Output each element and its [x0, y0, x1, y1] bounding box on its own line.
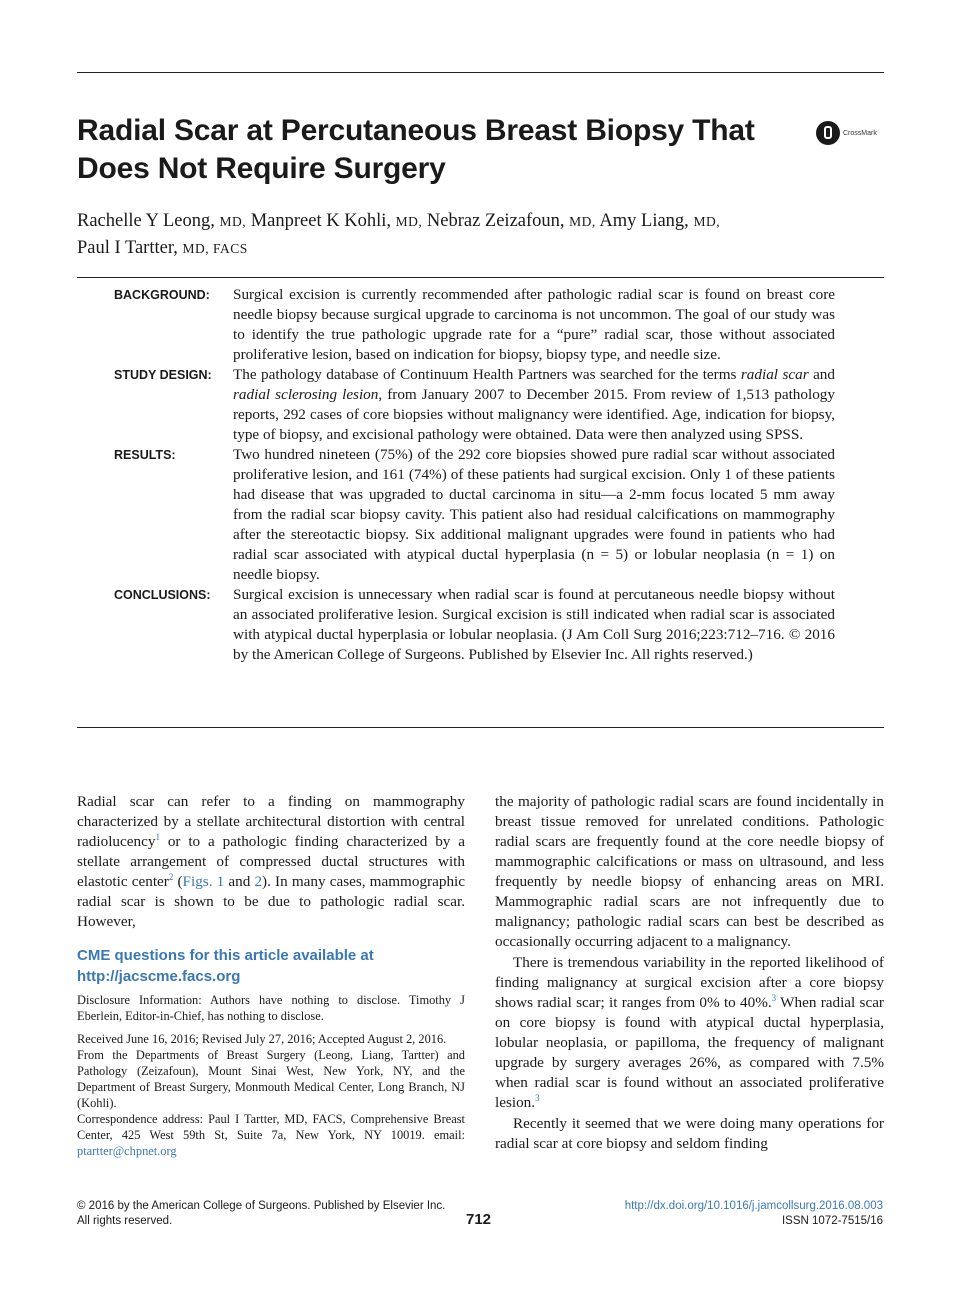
citation-link[interactable]: 3: [535, 1092, 540, 1103]
cme-notice[interactable]: [77, 945, 407, 987]
author-name: Manpreet K Kohli,: [250, 211, 391, 231]
abstract-text: Surgical excision is currently recommended after pathologic radial scar is found on breast core needle biopsy because surgical upgrade to carcinoma is not uncommon. The goal of our study was to identify the true pathologic upgrade rate for a “pure” radial scar, those without associated proliferative lesion, based on indication for biopsy, biopsy type, and needle size.: [233, 286, 835, 363]
author-degree: MD,: [569, 214, 596, 229]
right-column-body: [495, 792, 884, 1154]
author-name: Rachelle Y Leong,: [77, 211, 215, 231]
paragraph: [495, 953, 884, 1113]
author-name: Paul I Tartter,: [77, 238, 178, 258]
abstract-study-design: [114, 365, 835, 445]
paragraph: the majority of pathologic radial scars are found incidentally in breast tissue removed for unrelated conditions. Pathologic radial scars are frequently found at the core needle biopsy of mammographic calcifications or mass on ultrasound, and less frequently by needle biopsy of enhancing areas on MRI. Mammographic radial scars are not infrequently due to malignancy; pathologic radial scars can best be described as occasionally occurring adjacent to a malignancy.: [495, 793, 884, 950]
crossmark-icon: [816, 121, 840, 145]
abstract-text-part: , from January 2007 to December 2015. From review of 1,513 pathology reports, 292 cases of core biopsies without malignancy were identified. Age, indication for biopsy, type of biopsy, and excisional pathology were obtained. Data were then analyzed using SPSS.: [233, 386, 835, 443]
doi-link[interactable]: http://dx.doi.org/10.1016/j.jamcollsurg.2016.08.003: [624, 1200, 883, 1212]
footer-doi: [625, 1199, 883, 1229]
citation-link[interactable]: 1: [155, 831, 160, 842]
abstract-label: BACKGROUND:: [114, 288, 210, 302]
text-run: When radial scar on core biopsy is found with atypical ductal hyperplasia, lobular neoplasia, or papilloma, the frequency of malignant upgrade by surgery averages 26%, as compared with 7.5% when radial scar is found without an associated proliferative lesion.: [495, 994, 884, 1111]
crossmark-badge[interactable]: [816, 121, 877, 145]
email-link[interactable]: ptartter@chpnet.org: [77, 1144, 177, 1158]
article-metadata: [77, 1031, 465, 1159]
author-degree: MD,: [219, 214, 247, 229]
abstract-label: RESULTS:: [114, 448, 176, 462]
copyright-line: All rights reserved.: [77, 1215, 173, 1227]
abstract: [114, 285, 835, 665]
paragraph: [77, 792, 465, 932]
abstract-results: [114, 445, 835, 585]
author-degree: MD, FACS: [182, 241, 248, 256]
article-title: Radial Scar at Percutaneous Breast Biopsy That Does Not Require Surgery: [77, 114, 755, 185]
cme-url[interactable]: http://jacscme.facs.org: [77, 968, 241, 985]
author-degree: MD,: [693, 214, 721, 229]
text-run: and: [224, 873, 255, 890]
author-name: Nebraz Zeizafoun,: [426, 211, 565, 231]
author-name: Amy Liang,: [599, 211, 689, 231]
abstract-text: Two hundred nineteen (75%) of the 292 core biopsies showed pure radial scar without associated proliferative lesion, and 161 (74%) of these patients had surgical excision. Only 1 of these patients had disease that was upgraded to ductal carcinoma in situ—a 2-mm focus located 5 mm away from the radial scar biopsy cavity. This patient also had residual calcifications on mammography after the stereotactic biopsy. Six additional malignant upgrades were found in patients who had radial scar associated with atypical ductal hyperplasia (n = 5) or lobular neoplasia (n = 1) on needle biopsy.: [233, 446, 835, 583]
citation-link[interactable]: 2: [168, 871, 174, 882]
disclosure-info: Disclosure Information: Authors have nothing to disclose. Timothy J Eberlein, Editor-in-Chief, has nothing to disclose.: [77, 993, 465, 1023]
top-rule: [77, 72, 884, 73]
abstract-top-rule: [77, 277, 884, 278]
author-degree: MD,: [395, 214, 423, 229]
abstract-bottom-rule: [77, 727, 884, 728]
abstract-text-part: and: [808, 366, 835, 383]
text-run: (: [173, 873, 183, 890]
abstract-text: Surgical excision is unnecessary when radial scar is found at percutaneous needle biopsy without an associated proliferative lesion. Surgical excision is still indicated when radial scar is associated with atypical ductal hyperplasia or lobular neoplasia. (J Am Coll Surg 2016;223:712–716. © 2016 by the American College of Surgeons. Published by Elsevier Inc. All rights reserved.): [233, 586, 835, 663]
paragraph: Recently it seemed that we were doing many operations for radial scar at core biopsy and seldom finding: [495, 1115, 884, 1152]
copyright-line: © 2016 by the American College of Surgeons. Published by Elsevier Inc.: [77, 1200, 446, 1212]
crossmark-label: CrossMark: [843, 129, 877, 137]
search-term: radial scar: [740, 366, 809, 383]
abstract-label: STUDY DESIGN:: [114, 368, 212, 382]
citation-link[interactable]: 3: [771, 992, 777, 1003]
text-run: or to a pathologic finding characterized by a stellate arrangement of compressed ductal structures with elastotic center: [77, 833, 465, 890]
issn: ISSN 1072-7515/16: [781, 1215, 883, 1227]
abstract-text: [233, 365, 835, 445]
received-dates: Received June 16, 2016; Revised July 27, 2016; Accepted August 2, 2016.: [77, 1032, 447, 1046]
author-list: [77, 208, 837, 262]
text-run: Correspondence address: Paul I Tartter, MD, FACS, Comprehensive Breast Center, 425 West 59th St, Suite 7a, New York, NY 10019. email:: [77, 1112, 465, 1142]
figure-link[interactable]: Figs. 1: [182, 873, 225, 890]
text-run: Radial scar can refer to a finding on mammography characterized by a stellate architectural distortion with central radiolucency: [77, 793, 465, 850]
affiliations: From the Departments of Breast Surgery (Leong, Liang, Tartter) and Pathology (Zeizafoun), Mount Sinai West, New York, NY, and the Department of Breast Surgery, Monmouth Medical Center, Long Branch, NJ (Kohli).: [77, 1048, 465, 1110]
abstract-label: CONCLUSIONS:: [114, 588, 211, 602]
footer-copyright: [77, 1199, 445, 1229]
search-term: radial sclerosing lesion: [233, 386, 379, 403]
page-number: 712: [466, 1211, 492, 1228]
abstract-conclusions: [114, 585, 835, 665]
text-run: ). In many cases, mammographic radial scar is shown to be due to pathologic radial scar. However,: [77, 873, 465, 930]
figure-link[interactable]: 2: [254, 873, 263, 890]
abstract-text-part: The pathology database of Continuum Health Partners was searched for the terms: [233, 366, 741, 383]
abstract-background: [114, 285, 835, 365]
left-column-body: [77, 792, 465, 932]
cme-line: CME questions for this article available at: [77, 947, 374, 964]
correspondence: [77, 1111, 465, 1159]
text-run: There is tremendous variability in the reported likelihood of finding malignancy at surgical excision after a core biopsy shows radial scar; it ranges from 0% to 40%.: [495, 954, 884, 1011]
